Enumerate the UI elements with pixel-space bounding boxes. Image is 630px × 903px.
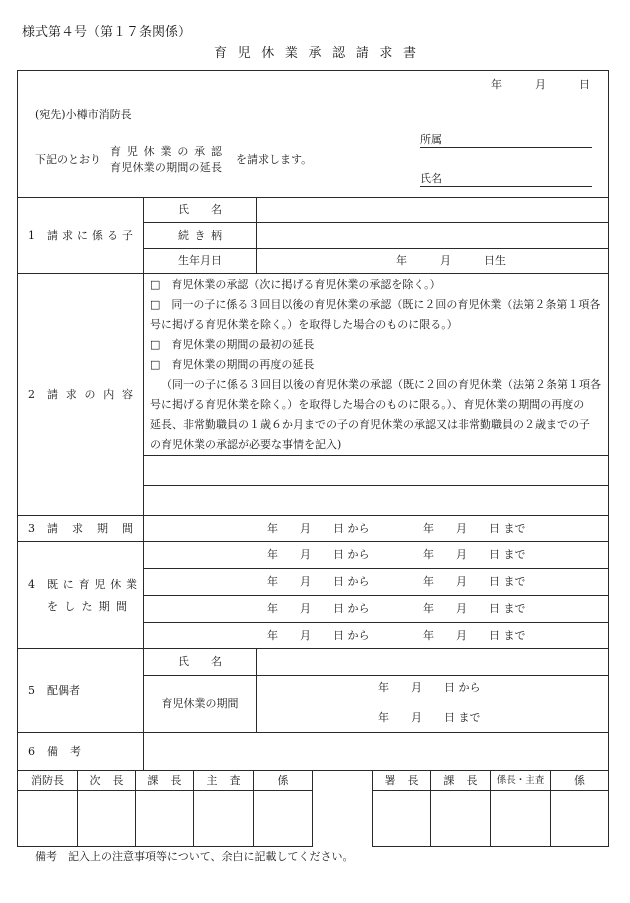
section6-title: 備考	[47, 744, 81, 758]
period-to: 年 月 日 まで	[378, 711, 481, 724]
stamp-box-subsection-chief	[490, 790, 551, 847]
option-line: □ 同一の子に係る３回目以後の育児休業の承認（既に２回の育児休業（法第２条第１項各	[150, 298, 601, 311]
form-title: 育児休業承認請求書	[214, 46, 416, 61]
period-from: 年 月 日 から	[267, 521, 370, 535]
footer-note: 備考 記入上の注意事項等について、余白に記載してください。	[35, 850, 354, 863]
stamp-box-station-section-chief	[430, 790, 491, 847]
child-name-value	[256, 197, 609, 223]
child-birthdate-label-cell	[143, 248, 257, 274]
period-from: 年 月 日 から	[267, 548, 370, 561]
stamp-box-station-chief	[372, 790, 431, 847]
stamp-header-station-staff	[550, 770, 609, 791]
period-from: 年 月 日 から	[267, 602, 370, 615]
section4-title	[47, 578, 137, 614]
period-to: 年 月 日 まで	[423, 521, 526, 535]
previous-leave-row	[143, 541, 609, 569]
option-line: 延長、非常勤職員の１歳６か月までの子の育児休業の承認又は非常勤職員の２歳までの子	[150, 418, 590, 431]
affiliation-field	[420, 133, 592, 148]
period-to: 年 月 日 まで	[423, 628, 526, 642]
option-line: □ 育児休業の期間の再度の延長	[150, 358, 315, 371]
section6-label	[17, 732, 144, 771]
request-content-options	[143, 273, 609, 456]
period-from: 年 月 日 から	[267, 628, 370, 642]
section2-title: 請求の内容	[47, 387, 133, 401]
option-line: 号に掲げる育児休業を除く。）を取得した場合のものに限る。）、育児休業の期間の再度の	[150, 398, 585, 411]
section3-number: 3	[28, 521, 35, 535]
request-reason-line-1	[143, 455, 609, 486]
stamp-label: 課長	[147, 773, 182, 787]
spouse-name-label-cell	[143, 648, 257, 676]
option-line: □ 育児休業の承認（次に掲げる育児休業の承認を除く。）	[150, 278, 441, 291]
addressee: (宛先)小樽市消防長	[35, 108, 132, 121]
request-header	[17, 70, 609, 198]
child-birthdate-value	[256, 248, 609, 274]
option-line: （同一の子に係る３回目以後の育児休業の承認（既に２回の育児休業（法第２条第１項各	[161, 378, 601, 391]
period-to: 年 月 日 まで	[423, 575, 526, 588]
option-line: 号に掲げる育児休業を除く。）を取得した場合のものに限る。）	[150, 318, 458, 331]
applicant-name-label: 氏名	[420, 172, 442, 185]
child-relationship-label: 続き柄	[178, 228, 222, 242]
stamp-header-chief-inspector	[193, 770, 254, 791]
section6-number: 6	[28, 744, 35, 758]
section5-title: 配偶者	[47, 683, 80, 697]
spouse-leave-period-value	[256, 675, 609, 733]
child-name-label: 氏名	[178, 203, 222, 216]
affiliation-label: 所属	[420, 133, 442, 146]
period-from: 年 月 日 から	[267, 575, 370, 588]
child-relationship-label-cell	[143, 222, 257, 249]
stamp-header-station-chief	[372, 770, 431, 791]
stamp-box-station-staff	[550, 790, 609, 847]
request-reason-line-2	[143, 485, 609, 516]
previous-leave-row	[143, 568, 609, 596]
stamp-header-subsection-chief	[490, 770, 551, 791]
request-option-approval: 育児休業の承認	[110, 145, 222, 158]
stamp-label: 署長	[384, 773, 419, 787]
option-line: □ 育児休業の期間の最初の延長	[150, 338, 315, 351]
request-suffix: を請求します。	[236, 153, 313, 166]
child-name-label-cell	[143, 197, 257, 223]
section3-title: 請求期間	[47, 521, 133, 535]
spouse-name-value	[256, 648, 609, 676]
remarks-value	[143, 732, 609, 771]
request-date: 年 月 日	[491, 78, 590, 91]
stamp-label: 係	[277, 773, 289, 787]
spouse-leave-period-label-cell	[143, 675, 257, 733]
section1-number: 1	[28, 228, 35, 242]
section1-label	[17, 197, 144, 274]
previous-leave-row	[143, 622, 609, 649]
section2-number: 2	[28, 387, 35, 401]
spouse-name-label: 氏名	[178, 655, 222, 668]
section5-number: 5	[28, 683, 35, 697]
period-to: 年 月 日 まで	[423, 548, 526, 561]
stamp-box-staff	[253, 790, 313, 847]
stamp-box-section-chief	[135, 790, 194, 847]
stamp-header-section-chief	[135, 770, 194, 791]
period-from: 年 月 日 から	[378, 681, 481, 694]
section5-label	[17, 648, 144, 733]
stamp-label: 消防長	[31, 773, 64, 787]
child-birthdate-label: 生年月日	[178, 254, 222, 267]
section3-label	[17, 515, 144, 542]
section2-label	[17, 273, 144, 516]
option-line: の育児休業の承認が必要な事情を記入)	[150, 438, 342, 451]
stamp-label: 課長	[443, 773, 478, 787]
spouse-leave-period-label: 育児休業の期間	[161, 697, 239, 710]
request-options	[110, 144, 222, 176]
stamp-header-station-section-chief	[430, 770, 491, 791]
request-period-row	[143, 515, 609, 542]
child-relationship-value	[256, 222, 609, 249]
stamp-label: 主査	[206, 773, 241, 787]
form-number: 様式第４号（第１７条関係）	[22, 25, 192, 40]
section4-title-line-2: をした期間	[47, 600, 127, 613]
stamp-label: 係	[574, 773, 585, 787]
stamp-label: 次長	[89, 773, 124, 787]
section4-label	[17, 541, 144, 649]
stamp-header-fire-chief	[17, 770, 78, 791]
section4-title-line-1: 既に育児休業	[47, 578, 137, 591]
stamp-label: 係長・主査	[496, 774, 545, 786]
applicant-name-field	[420, 172, 592, 187]
request-option-extension: 育児休業の期間の延長	[110, 161, 222, 174]
section4-number: 4	[28, 578, 35, 591]
stamp-header-staff	[253, 770, 313, 791]
request-content-text	[150, 275, 601, 455]
previous-leave-row	[143, 595, 609, 623]
stamp-box-deputy-chief	[77, 790, 136, 847]
stamp-header-deputy-chief	[77, 770, 136, 791]
section1-title: 請求に係る子	[47, 228, 133, 242]
request-prefix: 下記のとおり	[35, 153, 101, 166]
stamp-box-chief-inspector	[193, 790, 254, 847]
period-to: 年 月 日 まで	[423, 602, 526, 615]
stamp-box-fire-chief	[17, 790, 78, 847]
child-birthdate-text: 年 月 日生	[396, 254, 506, 267]
